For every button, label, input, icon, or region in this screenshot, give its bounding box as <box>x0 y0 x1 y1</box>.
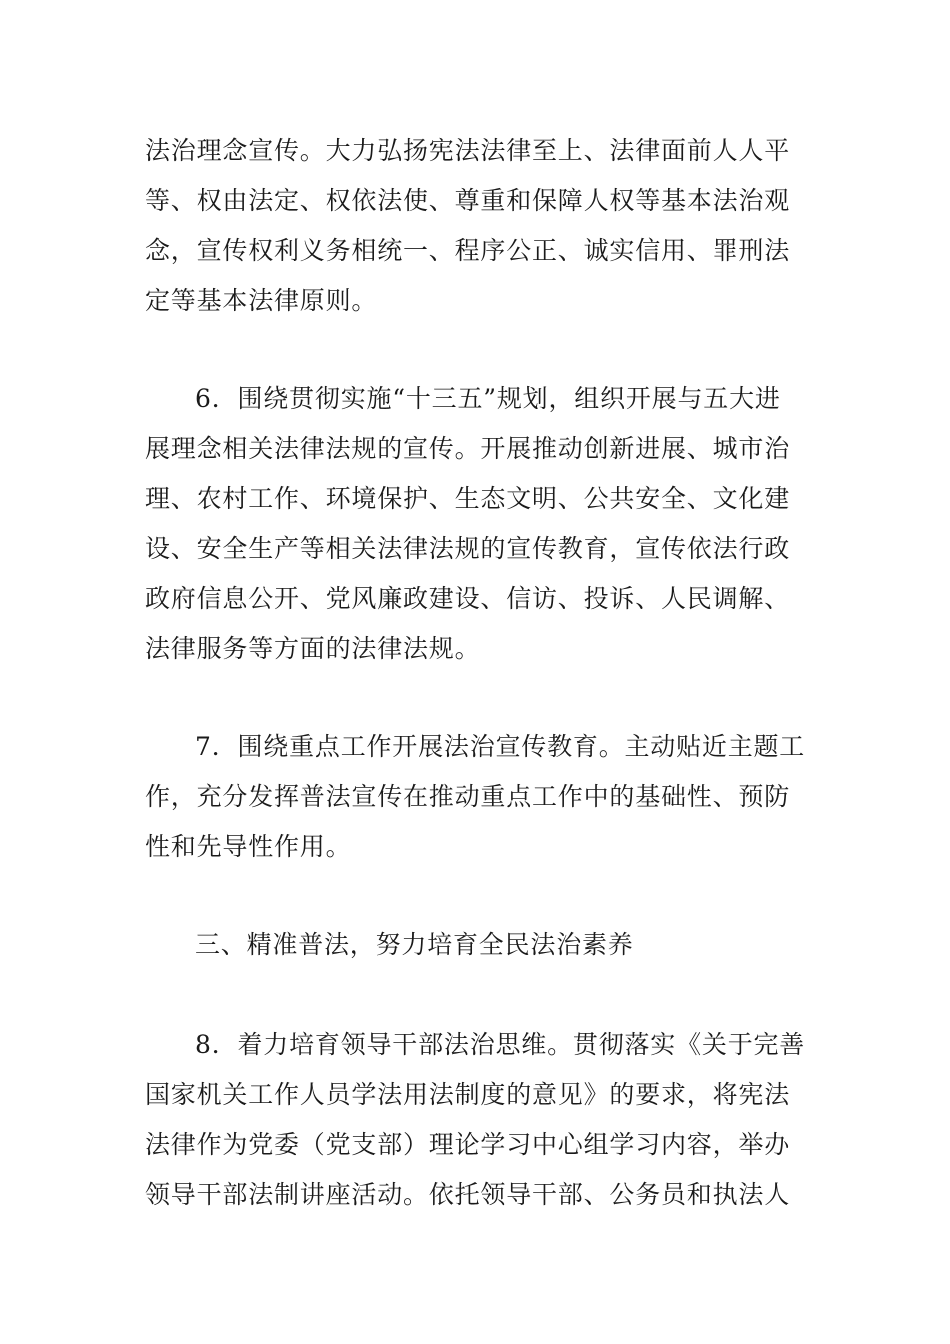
paragraph-2-line-3: 理、农村工作、环境保护、生态文明、公共安全、文化建 <box>145 484 791 513</box>
paragraph-2-line-5: 政府信息公开、党风廉政建设、信访、投诉、人民调解、 <box>145 584 791 613</box>
paragraph-1-line-1: 法治理念宣传。大力弘扬宪法法律至上、法律面前人人平 <box>145 136 791 165</box>
paragraph-3-line-2: 作，充分发挥普法宣传在推动重点工作中的基础性、预防 <box>145 782 791 811</box>
paragraph-1-line-4: 定等基本法律原则。 <box>145 286 378 315</box>
paragraph-4-line-2: 国家机关工作人员学法用法制度的意见》的要求，将宪法 <box>145 1080 791 1109</box>
paragraph-2-line-6: 法律服务等方面的法律法规。 <box>145 634 481 663</box>
paragraph-3-line-1: 7．围绕重点工作开展法治宣传教育。主动贴近主题工 <box>195 732 806 761</box>
section-heading: 三、精准普法，努力培育全民法治素养 <box>195 930 634 959</box>
paragraph-2-line-2: 展理念相关法律法规的宣传。开展推动创新进展、城市治 <box>145 434 791 463</box>
paragraph-4-line-3: 法律作为党委（党支部）理论学习中心组学习内容，举办 <box>145 1130 791 1159</box>
paragraph-2-line-1: 6．围绕贯彻实施“十三五”规划，组织开展与五大进 <box>195 384 781 413</box>
paragraph-1-line-2: 等、权由法定、权依法使、尊重和保障人权等基本法治观 <box>145 186 791 215</box>
paragraph-4-line-1: 8．着力培育领导干部法治思维。贯彻落实《关于完善 <box>195 1030 806 1059</box>
paragraph-4-line-4: 领导干部法制讲座活动。依托领导干部、公务员和执法人 <box>145 1180 791 1209</box>
paragraph-3-line-3: 性和先导性作用。 <box>145 832 352 861</box>
paragraph-1-line-3: 念，宣传权利义务相统一、程序公正、诚实信用、罪刑法 <box>145 236 791 265</box>
paragraph-2-line-4: 设、安全生产等相关法律法规的宣传教育，宣传依法行政 <box>145 534 791 563</box>
